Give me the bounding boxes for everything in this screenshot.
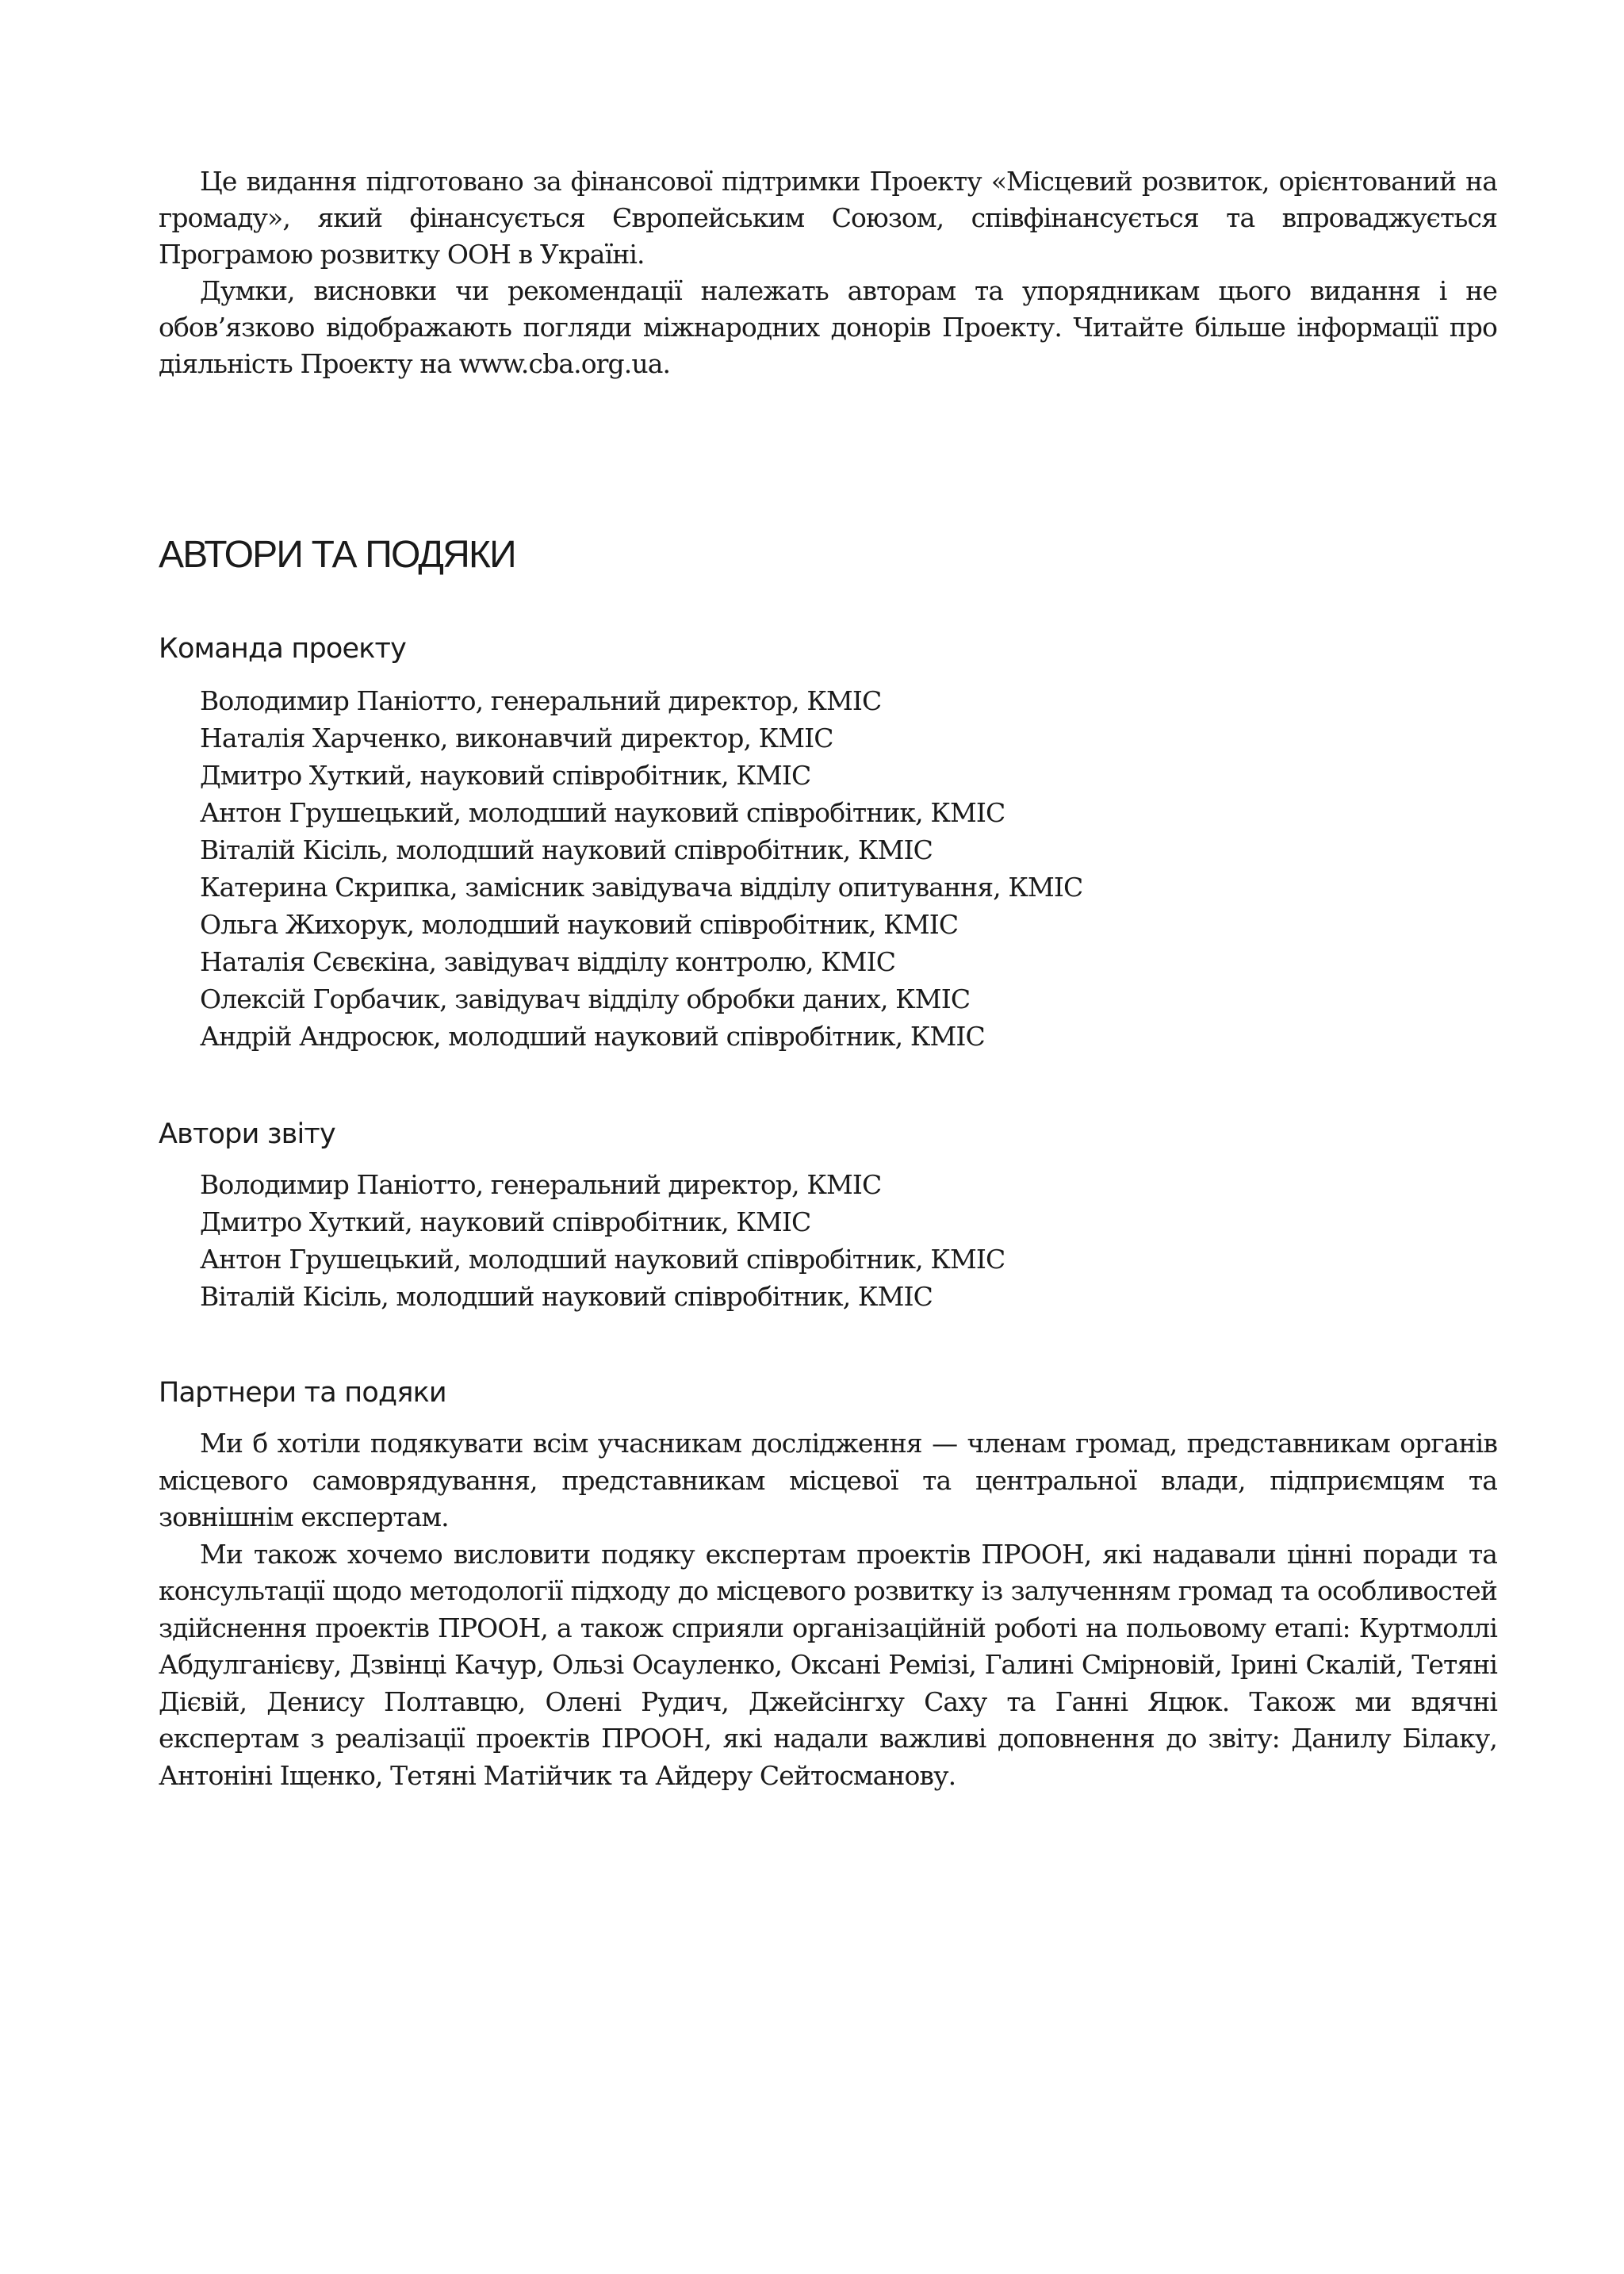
report-authors-heading: Автори звіту [159, 1118, 335, 1150]
team-member: Олексій Горбачик, завідувач відділу обробки даних, КМІС [200, 984, 971, 1014]
team-member: Віталій Кісіль, молодший науковий співробітник, КМІС [200, 834, 933, 865]
funding-disclaimer [159, 163, 1497, 382]
team-member: Антон Грушецький, молодший науковий співробітник, КМІС [200, 797, 1005, 828]
team-member: Наталія Сєвєкіна, завідувач відділу контролю, КМІС [200, 946, 896, 977]
acknowledgements [159, 1425, 1497, 1794]
author-entry: Дмитро Хуткий, науковий співробітник, КМІС [200, 1206, 811, 1237]
project-team-heading: Команда проекту [159, 633, 407, 665]
team-member: Наталія Харченко, виконавчий директор, КМІС [200, 723, 833, 754]
funding-paragraph: Це видання підготовано за фінансової підтримки Проекту «Місцевий розвиток, орієнтований на громаду», який фінансується Європейським Союзом, співфінансується та впроваджується Програмою розвитку ООН в Україні. [159, 166, 1497, 270]
partners-heading: Партнери та подяки [159, 1377, 446, 1409]
page-title: АВТОРИ ТА ПОДЯКИ [159, 534, 515, 576]
team-member: Володимир Паніотто, генеральний директор, КМІС [200, 685, 882, 716]
acknowledgement-paragraph: Ми б хотіли подякувати всім учасникам дослідження — членам громад, представникам органів місцевого самоврядування, представникам місцевої та центральної влади, підприємцям та зовнішнім експертам. [159, 1428, 1497, 1532]
author-entry: Володимир Паніотто, генеральний директор, КМІС [200, 1169, 882, 1200]
team-member: Ольга Жихорук, молодший науковий співробітник, КМІС [200, 909, 959, 940]
acknowledgement-paragraph: Ми також хочемо висловити подяку експертам проектів ПРООН, які надавали цінні поради та консультації щодо методології підходу до місцевого розвитку із залученням громад та особливостей здійснення проектів ПРООН, а також сприяли організаційній роботі на польовому етапі: Куртмоллі Абдулганієву, Дзвінці Качур, Ользі Осауленко, Оксані Ремізі, Галині Смірновій, Ірині Скалій, Тетяні Дієвій, Денису Полтавцю, Олені Рудич, Джейсінгху Саху та Ганні Яцюк. Також ми вдячні експертам з реалізації проектів ПРООН, які надали важливі доповнення до звіту: Данилу Білаку, Антоніні Іщенко, Тетяні Матійчик та Айдеру Сейтосманову. [159, 1538, 1497, 1791]
disclaimer-paragraph: Думки, висновки чи рекомендації належать авторам та упорядникам цього видання і не обов’язково відображають погляди міжнародних донорів Проекту. Читайте більше інформації про діяльність Проекту на www.cba.org.ua. [159, 275, 1497, 379]
author-entry: Антон Грушецький, молодший науковий співробітник, КМІС [200, 1244, 1005, 1275]
team-member: Катерина Скрипка, замісник завідувача відділу опитування, КМІС [200, 872, 1083, 903]
author-entry: Віталій Кісіль, молодший науковий співробітник, КМІС [200, 1281, 933, 1312]
team-member: Дмитро Хуткий, науковий співробітник, КМІС [200, 760, 811, 791]
project-team-list [200, 682, 1082, 1055]
team-member: Андрій Андросюк, молодший науковий співробітник, КМІС [200, 1021, 985, 1052]
report-authors-list [200, 1166, 1005, 1315]
